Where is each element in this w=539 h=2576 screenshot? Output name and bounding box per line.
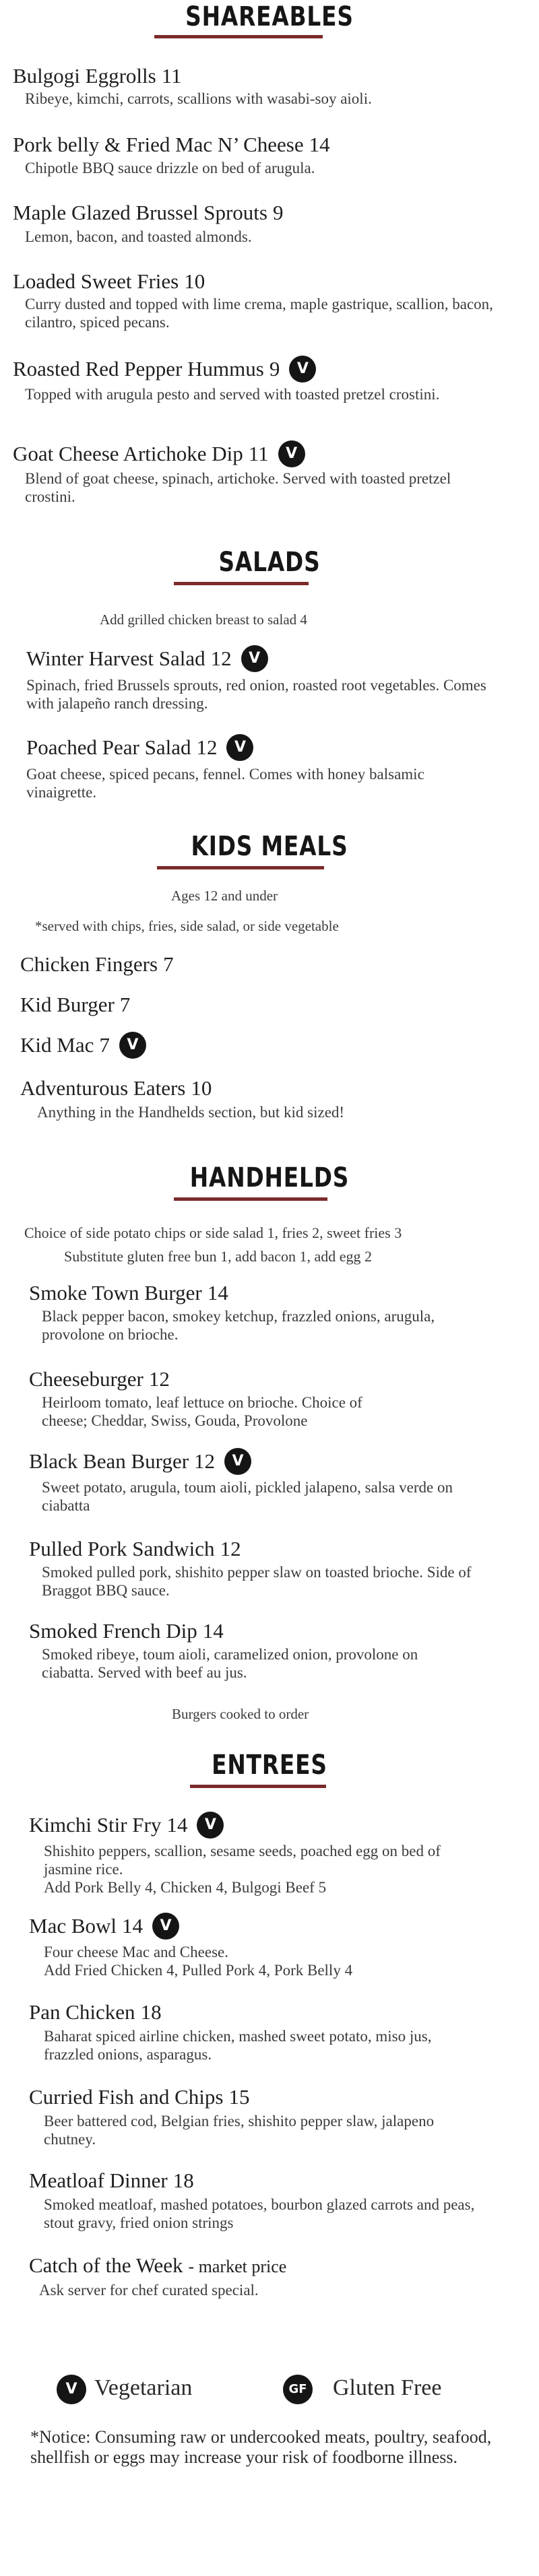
vegetarian-badge-icon: V <box>289 356 316 383</box>
menu-item-description: Chipotle BBQ sauce drizzle on bed of arugula. <box>25 160 315 176</box>
salad-add-note: Add grilled chicken breast to salad 4 <box>100 612 307 628</box>
vegetarian-badge-icon: V <box>152 1913 179 1940</box>
menu-item-name: Pork belly & Fried Mac N’ Cheese 14 <box>13 133 330 156</box>
menu-item-description: Shishito peppers, scallion, sesame seeds, poached egg on bed of jasmine rice. <box>44 1843 441 1878</box>
vegetarian-badge-icon: V <box>278 440 305 467</box>
gluten-free-legend-icon: GF <box>283 2375 313 2404</box>
section-underline <box>157 866 324 869</box>
menu-item-name: Kid Mac 7 V <box>20 1033 146 1061</box>
menu-item-name: Chicken Fingers 7 <box>20 952 174 976</box>
menu-item-description: Sweet potato, arugula, toum aioli, pickled jalapeno, salsa verde on ciabatta <box>42 1479 453 1514</box>
section-underline <box>174 582 309 585</box>
section-underline <box>154 35 323 38</box>
menu-item-description: Ribeye, kimchi, carrots, scallions with wasabi-soy aioli. <box>25 90 372 107</box>
menu-item-name: Cheeseburger 12 <box>29 1367 170 1391</box>
kids-age-note: Ages 12 and under <box>171 888 278 904</box>
menu-item-description: Lemon, bacon, and toasted almonds. <box>25 228 252 245</box>
menu-item-name: Pulled Pork Sandwich 12 <box>29 1537 241 1560</box>
menu-item-name: Meatloaf Dinner 18 <box>29 2169 194 2192</box>
menu-item-description: Blend of goat cheese, spinach, artichoke. Served with toasted pretzel crostini. <box>25 470 451 505</box>
menu-item-name: Bulgogi Eggrolls 11 <box>13 64 182 88</box>
menu-item-description: Goat cheese, spiced pecans, fennel. Comes with honey balsamic vinaigrette. <box>26 766 424 801</box>
menu-item-addons: Add Fried Chicken 4, Pulled Pork 4, Pork Belly 4 <box>44 1962 353 1979</box>
menu-item-name: Curried Fish and Chips 15 <box>29 2085 250 2109</box>
vegetarian-legend-label: Vegetarian <box>94 2375 193 2400</box>
section-title-handhelds: HANDHELDS <box>189 1162 350 1193</box>
menu-item-description: Baharat spiced airline chicken, mashed sweet potato, miso jus, frazzled onions, asparagus. <box>44 2028 432 2063</box>
menu-item-description: Smoked ribeye, toum aioli, caramelized onion, provolone on ciabatta. Served with beef au jus. <box>42 1646 418 1681</box>
menu-item-name: Poached Pear Salad 12 V <box>26 735 253 763</box>
menu-item-description: Ask server for chef curated special. <box>39 2282 259 2299</box>
menu-item-description: Topped with arugula pesto and served with toasted pretzel crostini. <box>25 386 440 403</box>
menu-item-description: Curry dusted and topped with lime crema, maple gastrique, scallion, bacon, cilantro, spiced pecans. <box>25 296 493 331</box>
handhelds-substitute-note: Substitute gluten free bun 1, add bacon 1, add egg 2 <box>64 1248 373 1265</box>
menu-item-description: Smoked pulled pork, shishito pepper slaw on toasted brioche. Side of Braggot BBQ sauce. <box>42 1564 472 1599</box>
section-title-entrees: ENTREES <box>212 1750 327 1781</box>
section-underline <box>190 1785 326 1788</box>
section-title-salads: SALADS <box>218 547 321 578</box>
menu-item-name: Winter Harvest Salad 12 V <box>26 647 268 674</box>
menu-item-name: Loaded Sweet Fries 10 <box>13 269 205 293</box>
vegetarian-badge-icon: V <box>241 645 268 672</box>
menu-item-addons: Add Pork Belly 4, Chicken 4, Bulgogi Beef 5 <box>44 1879 327 1896</box>
menu-item-description: Beer battered cod, Belgian fries, shishito pepper slaw, jalapeno chutney. <box>44 2113 435 2148</box>
menu-item-name: Smoked French Dip 14 <box>29 1619 224 1643</box>
menu-item-name: Roasted Red Pepper Hummus 9 V <box>13 357 316 385</box>
menu-item-name: Smoke Town Burger 14 <box>29 1281 228 1304</box>
menu-item-description: Smoked meatloaf, mashed potatoes, bourbon glazed carrots and peas, stout gravy, fried onion strings <box>44 2196 475 2231</box>
menu-item-name: Pan Chicken 18 <box>29 2000 162 2024</box>
menu-item-name: Kid Burger 7 <box>20 993 131 1016</box>
vegetarian-badge-icon: V <box>119 1032 146 1059</box>
vegetarian-badge-icon: V <box>197 1812 224 1839</box>
gluten-free-legend-label: Gluten Free <box>333 2375 442 2400</box>
burgers-cooked-note: Burgers cooked to order <box>172 1706 309 1722</box>
menu-item-name: Maple Glazed Brussel Sprouts 9 <box>13 201 284 224</box>
menu-item-name: Catch of the Week - market price <box>29 2253 287 2277</box>
handhelds-sides-note: Choice of side potato chips or side salad 1, fries 2, sweet fries 3 <box>24 1224 402 1241</box>
section-title-shareables: SHAREABLES <box>185 1 354 32</box>
vegetarian-badge-icon: V <box>226 734 253 761</box>
menu-item-name: Kimchi Stir Fry 14 V <box>29 1813 224 1841</box>
menu-item-description: Heirloom tomato, leaf lettuce on brioche. Choice of cheese; Cheddar, Swiss, Gouda, Provolone <box>42 1394 362 1429</box>
menu-item-name: Mac Bowl 14 V <box>29 1914 179 1942</box>
kids-sides-note: *served with chips, fries, side salad, or side vegetable <box>35 918 339 934</box>
vegetarian-legend-icon: V <box>57 2375 86 2404</box>
menu-item-description: Black pepper bacon, smokey ketchup, frazzled onions, arugula, provolone on brioche. <box>42 1308 435 1343</box>
menu-item-name: Adventurous Eaters 10 <box>20 1076 212 1100</box>
menu-item-name: Black Bean Burger 12 V <box>29 1449 251 1477</box>
menu-item-description: Four cheese Mac and Cheese. <box>44 1944 228 1960</box>
menu-item-name: Goat Cheese Artichoke Dip 11 V <box>13 442 305 469</box>
menu-item-description: Anything in the Handhelds section, but kid sized! <box>37 1104 345 1121</box>
food-safety-notice: *Notice: Consuming raw or undercooked meats, poultry, seafood, shellfish or eggs may increase your risk of foodborne illness. <box>30 2427 492 2467</box>
section-underline <box>174 1197 327 1201</box>
vegetarian-badge-icon: V <box>224 1448 251 1475</box>
section-title-kids-meals: KIDS MEALS <box>191 831 348 862</box>
menu-item-description: Spinach, fried Brussels sprouts, red onion, roasted root vegetables. Comes with jalapeño ranch dressing. <box>26 677 486 712</box>
